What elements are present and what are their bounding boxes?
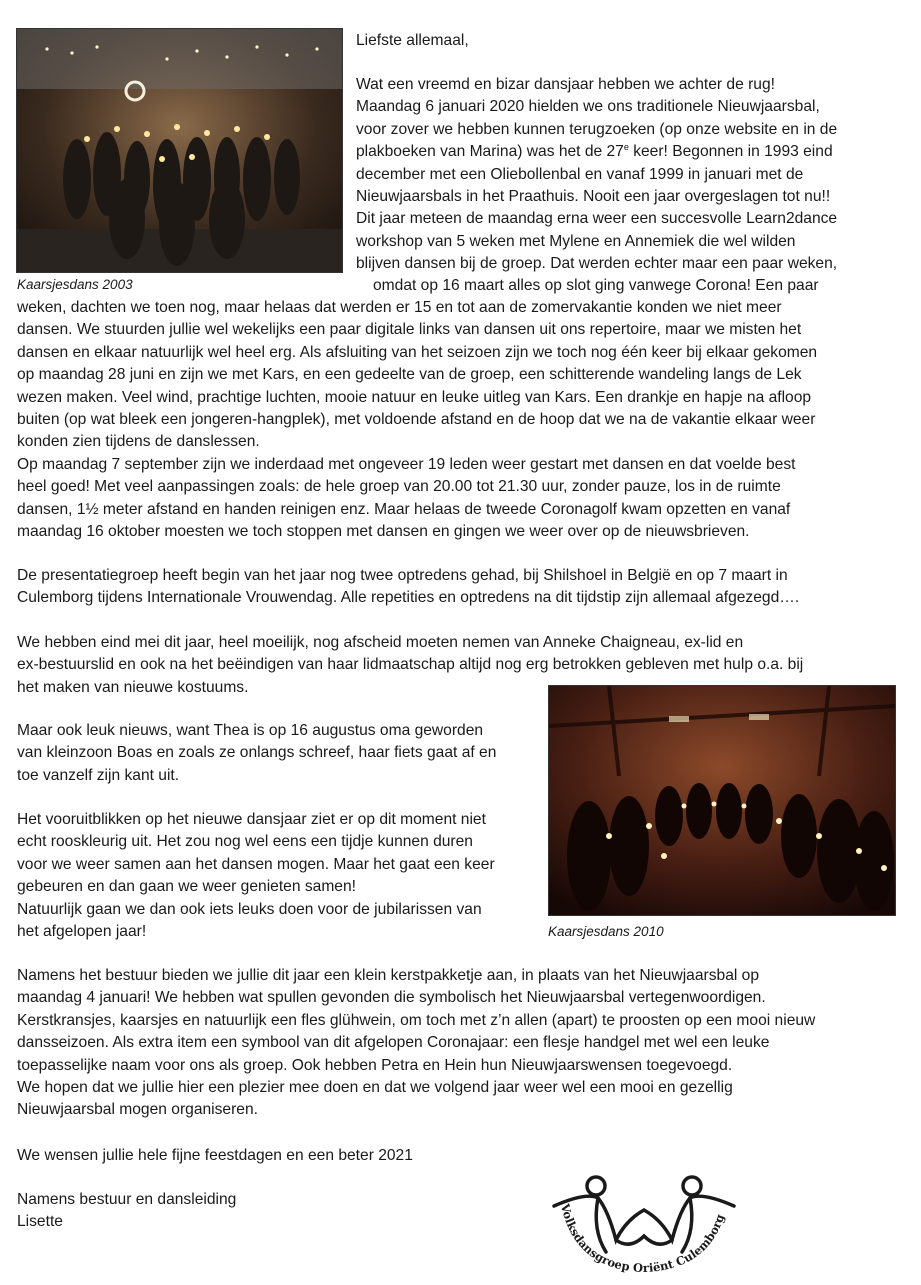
intro-line-after-caption: omdat op 16 maart alles op slot ging vanwege Corona! Een paar bbox=[373, 277, 819, 294]
intro-line: december met een Oliebollenbal en vanaf 1999 in januari met de bbox=[356, 165, 804, 183]
paragraph-christmas-package bbox=[17, 965, 815, 1122]
intro-line-end: keer! Begonnen in 1993 eind bbox=[628, 143, 833, 161]
paragraph-line: Nieuwjaarsbal mogen organiseren. bbox=[17, 1101, 258, 1119]
intro-line-ordinal bbox=[356, 141, 837, 163]
paragraph-line: maandag 4 januari! We hebben wat spullen gevonden die symbolisch het Nieuwjaarsbal vertegenwoordigen. bbox=[17, 989, 766, 1007]
logo-graphic bbox=[546, 1170, 742, 1280]
intro-line: Maandag 6 januari 2020 hielden we ons traditionele Nieuwjaarsbal, bbox=[356, 98, 820, 116]
paragraph-line: van kleinzoon Boas en zoals ze onlangs schreef, haar fiets gaat af en bbox=[17, 744, 497, 762]
intro-line: Wat een vreemd en bizar dansjaar hebben we achter de rug! bbox=[356, 76, 775, 93]
paragraph-line: voor we weer samen aan het dansen mogen. Maar het gaat een keer bbox=[17, 855, 495, 873]
paragraph-line: We hopen dat we jullie hier een plezier mee doen en dat we volgend jaar weer wel een mooi en gezellig bbox=[17, 1078, 733, 1096]
paragraph-line: ex-bestuurslid en ook na het beëindigen van haar lidmaatschap altijd nog erg betrokken gebleven met hulp o.a. bij bbox=[17, 656, 804, 674]
paragraph-line: dansseizoen. Als extra item een symbool van dit afgelopen Coronajaar: een flesje handgel met wel een leuke bbox=[17, 1034, 770, 1052]
signature-name: Lisette bbox=[17, 1213, 63, 1231]
paragraph-line: Maar ook leuk nieuws, want Thea is op 16 augustus oma geworden bbox=[17, 722, 484, 739]
paragraph-line: Culemborg tijdens Internationale Vrouwendag. Alle repetities en optredens na dit tijdstip zijn allemaal afgezegd…. bbox=[17, 589, 800, 607]
ordinal-superscript: e bbox=[623, 141, 629, 152]
paragraph-line: konden zien tijdens de danslessen. bbox=[17, 433, 260, 451]
paragraph-line: buiten (op wat bleek een jongeren-hangplek), met voldoende afstand en de hoop dat we na de vakantie elkaar weer bbox=[17, 410, 816, 428]
paragraph-outlook bbox=[17, 809, 495, 943]
intro-line-start: plakboeken van Marina) was het de 27 bbox=[356, 143, 624, 161]
paragraph-line: De presentatiegroep heeft begin van het jaar nog twee optredens gehad, bij Shilshoel in België en op 7 maart in bbox=[17, 567, 788, 584]
intro-line: voor zover we hebben kunnen terugzoeken (op onze website en in de bbox=[356, 120, 838, 138]
photo1-caption: Kaarsjesdans 2003 bbox=[17, 277, 133, 292]
paragraph-corona-year bbox=[17, 297, 817, 543]
paragraph-grandma-news bbox=[17, 720, 496, 787]
paragraph-presentation-group bbox=[17, 565, 799, 610]
holiday-wishes: We wensen jullie hele fijne feestdagen en een beter 2021 bbox=[17, 1147, 413, 1164]
paragraph-line: het maken van nieuwe kostuums. bbox=[17, 678, 249, 696]
logo-text: Volksdansgroep Oriënt Culemborg bbox=[557, 1202, 728, 1276]
paragraph-line: Natuurlijk gaan we dan ook iets leuks doen voor de jubilarissen van bbox=[17, 900, 482, 918]
intro-right-column bbox=[356, 74, 837, 276]
intro-line: Nieuwjaarsbals in het Praathuis. Nooit een jaar overgeslagen tot nu!! bbox=[356, 187, 831, 205]
paragraph-line: Namens het bestuur bieden we jullie dit jaar een klein kerstpakketje aan, in plaats van het Nieuwjaarsbal op bbox=[17, 967, 760, 984]
paragraph-line: dansen. We stuurden jullie wel wekelijks een paar digitale links van dansen uit ons repertoire, maar we misten het bbox=[17, 321, 802, 339]
photo-kaarsjesdans-2010 bbox=[548, 685, 896, 916]
paragraph-line: maandag 16 oktober moesten we toch stoppen met dansen en gingen we weer over op de nieuwsbrieven. bbox=[17, 522, 750, 540]
paragraph-line: dansen en elkaar natuurlijk wel heel erg. Als afsluiting van het seizoen zijn we toch nog één keer bij elkaar gekomen bbox=[17, 343, 818, 361]
paragraph-line: wezen maken. Veel wind, prachtige luchten, mooie natuur en leuke uitleg van Kars. Een drankje en hapje na afloop bbox=[17, 388, 812, 406]
candle-dance-2010-image bbox=[549, 686, 895, 915]
photo2-caption: Kaarsjesdans 2010 bbox=[548, 924, 664, 939]
dancers-logo-icon bbox=[546, 1170, 742, 1280]
paragraph-line: toepasselijke naam voor ons als groep. Ook hebben Petra en Hein hun Nieuwjaarswensen toegevoegd. bbox=[17, 1056, 733, 1074]
paragraph-line: Het vooruitblikken op het nieuwe dansjaar ziet er op dit moment niet bbox=[17, 811, 486, 828]
intro-line: Dit jaar meteen de maandag erna weer een succesvolle Learn2dance bbox=[356, 210, 838, 228]
paragraph-line: op maandag 28 juni en zijn we met Kars, en een gedeelte van de groep, een schitterende wandeling langs de Lek bbox=[17, 366, 802, 384]
paragraph-line: echt rooskleurig uit. Het zou nog wel eens een tijdje kunnen duren bbox=[17, 833, 473, 851]
paragraph-line: weken, dachten we toen nog, maar helaas dat werden er 15 en tot aan de zomervakantie konden we niet meer bbox=[17, 299, 782, 316]
paragraph-line: Op maandag 7 september zijn we inderdaad met ongeveer 19 leden weer gestart met dansen en dat voelde best bbox=[17, 455, 796, 473]
candle-dance-2003-image bbox=[17, 29, 342, 272]
salutation: Liefste allemaal, bbox=[356, 32, 469, 49]
paragraph-line: toe vanzelf zijn kant uit. bbox=[17, 766, 180, 784]
photo-kaarsjesdans-2003 bbox=[16, 28, 343, 273]
paragraph-line: het afgelopen jaar! bbox=[17, 922, 147, 940]
intro-line: workshop van 5 weken met Mylene en Annemiek die wel wilden bbox=[356, 232, 796, 250]
paragraph-line: We hebben eind mei dit jaar, heel moeilijk, nog afscheid moeten nemen van Anneke Chaigneau, ex-lid en bbox=[17, 634, 744, 651]
intro-line: blijven dansen bij de groep. Dat werden echter maar een paar weken, bbox=[356, 255, 838, 273]
signature-line: Namens bestuur en dansleiding bbox=[17, 1191, 237, 1208]
paragraph-line: gebeuren en dan gaan we weer genieten samen! bbox=[17, 878, 356, 896]
paragraph-line: heel goed! Met veel aanpassingen zoals: de hele groep van 20.00 tot 21.30 uur, zonder pauze, los in de ruimte bbox=[17, 478, 781, 496]
paragraph-line: dansen, 1½ meter afstand en handen reinigen enz. Maar helaas de tweede Coronagolf kwam opzetten en vanaf bbox=[17, 500, 791, 518]
paragraph-line: Kerstkransjes, kaarsjes en natuurlijk een fles glühwein, om toch met z’n allen (apart) te proosten op een mooi nieuw bbox=[17, 1011, 816, 1029]
signature bbox=[17, 1189, 236, 1234]
